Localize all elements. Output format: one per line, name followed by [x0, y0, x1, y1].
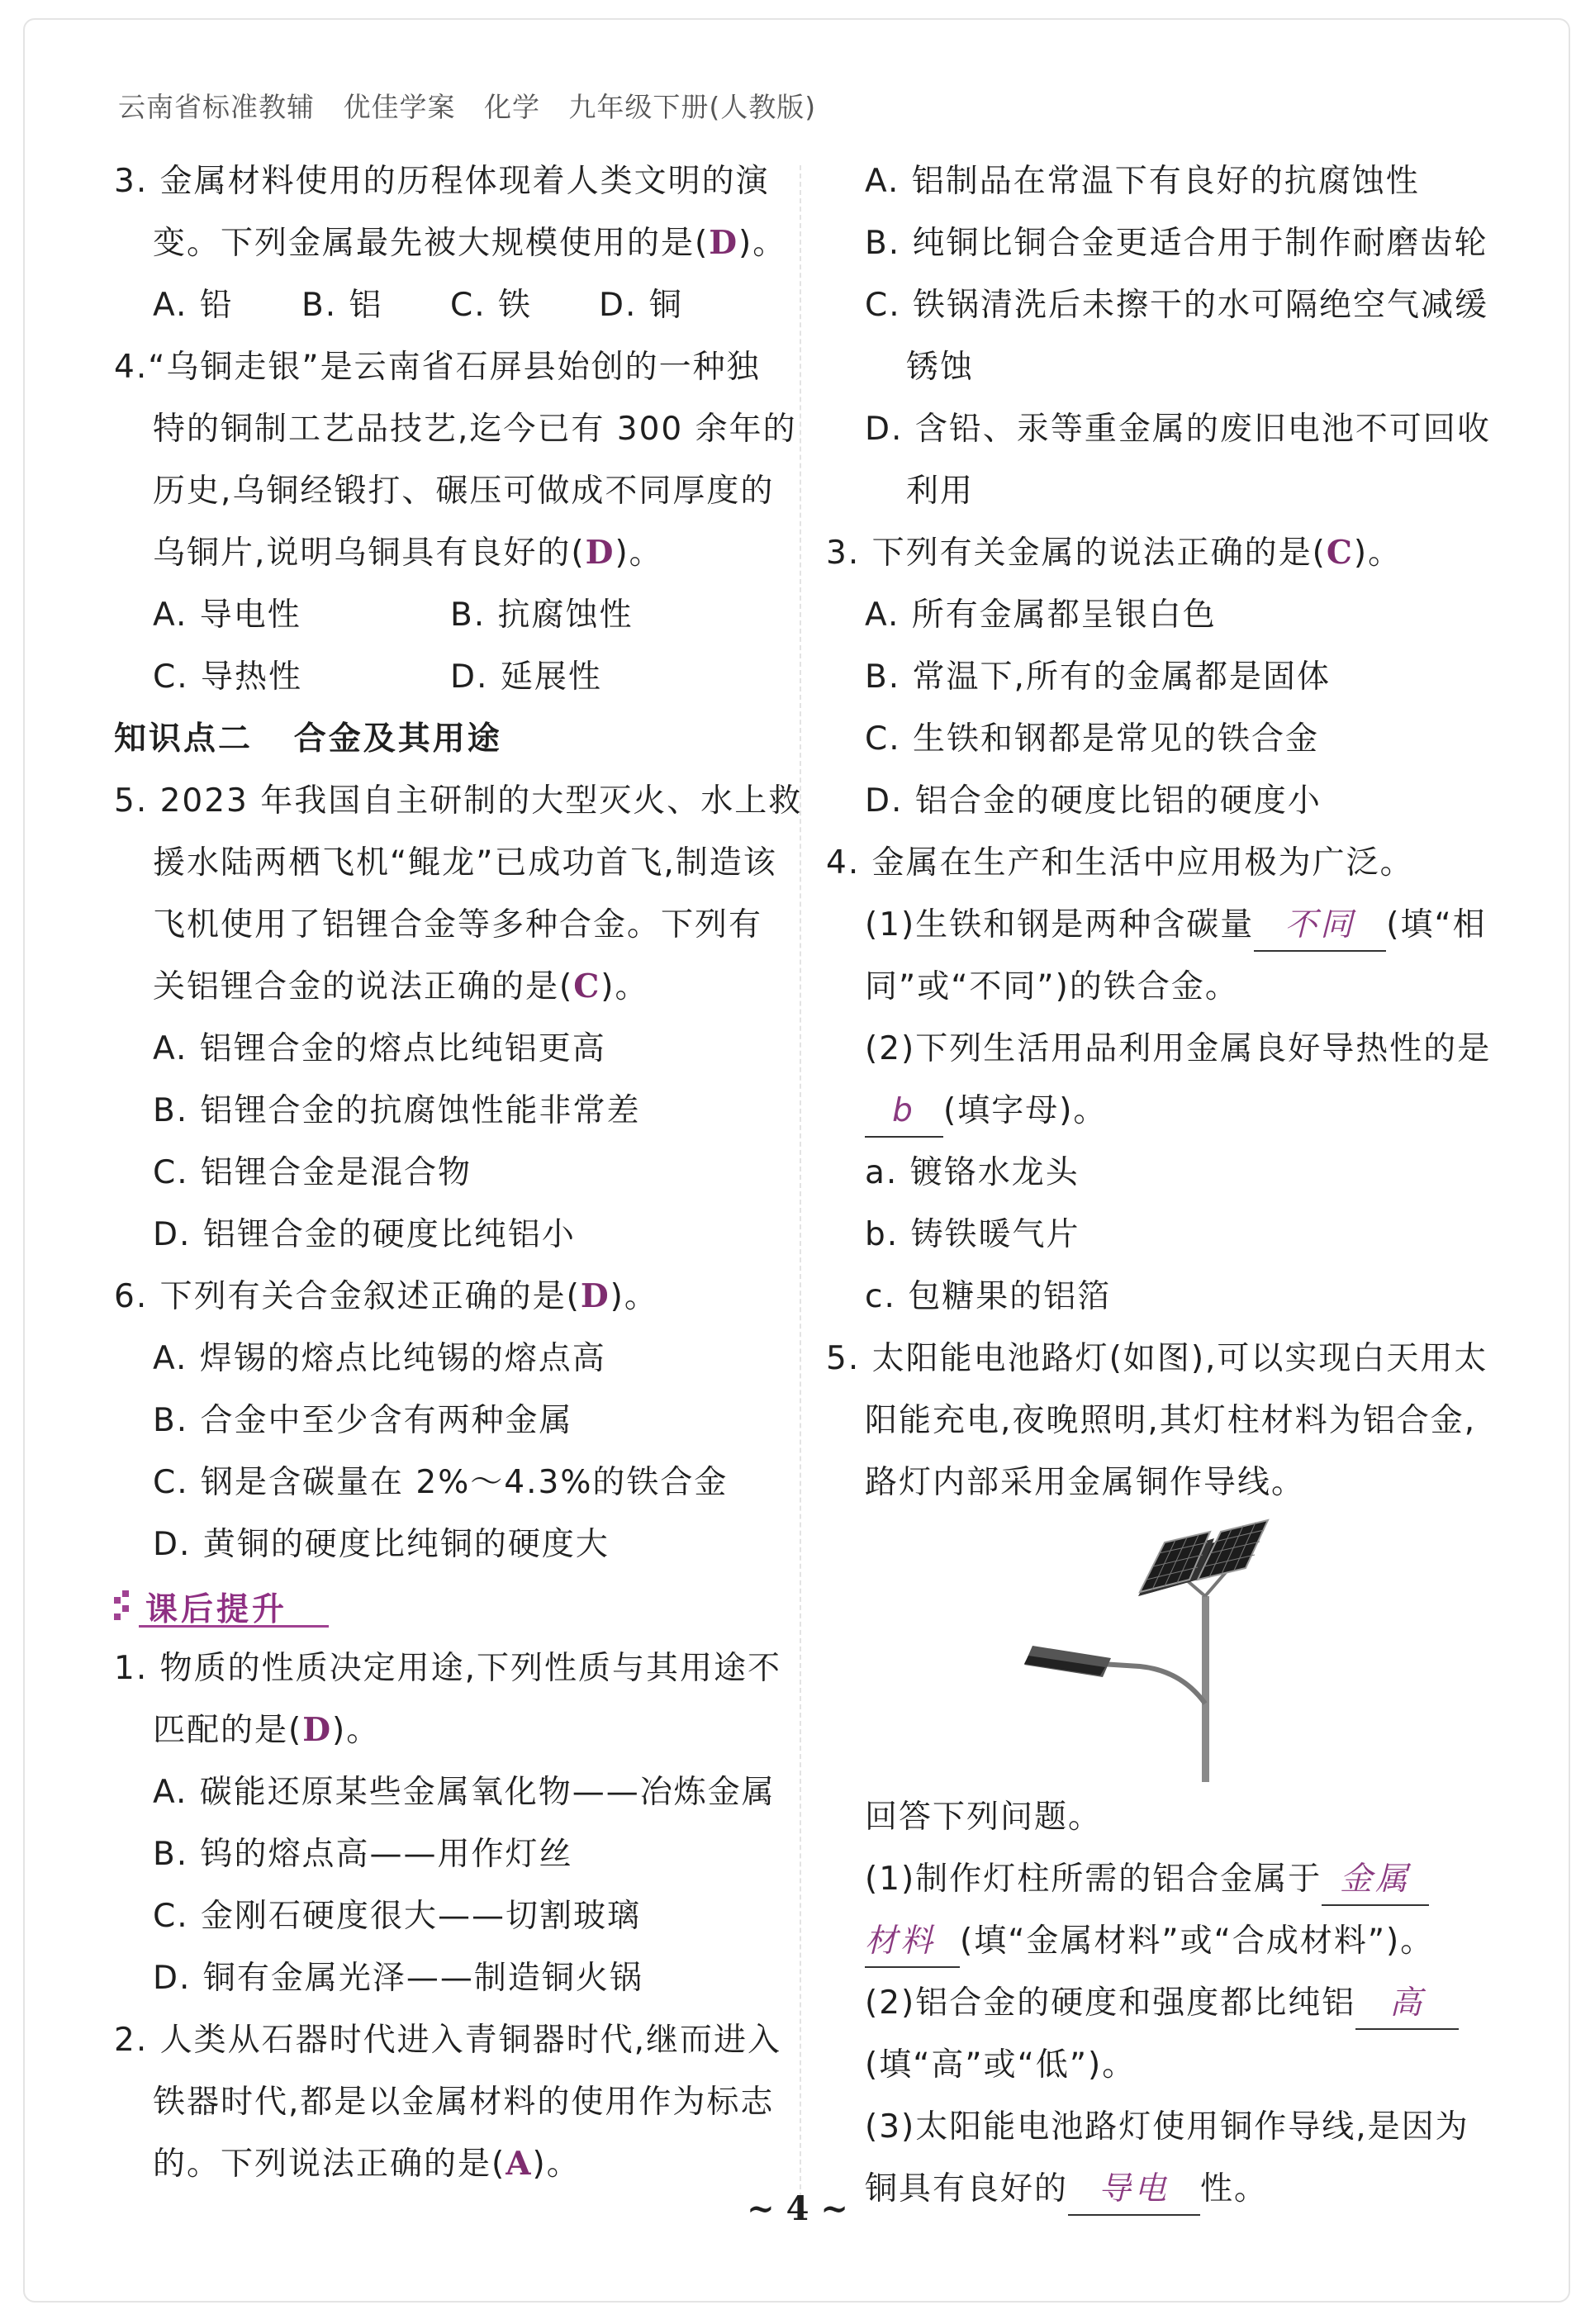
option: B. 常温下,所有的金属都是固体 [865, 658, 1331, 696]
page-number: ~ 4 ~ [747, 2189, 848, 2228]
option: B. 纯铜比铜合金更适合用于制作耐磨齿轮 [865, 225, 1488, 262]
option: C. 生铁和钢都是常见的铁合金 [865, 720, 1320, 758]
option: D. 延展性 [450, 658, 602, 696]
p4-sub2: (2)下列生活用品利用金属良好导热性的是 [865, 1030, 1492, 1067]
q4-line: 历史,乌铜经锻打、碾压可做成不同厚度的 [153, 473, 775, 510]
answer-mark: D [709, 224, 739, 262]
column-divider [800, 165, 801, 2206]
option: D. 铜有金属光泽——制造铜火锅 [153, 1960, 643, 1997]
p2-line: 铁器时代,都是以金属材料的使用作为标志 [153, 2084, 775, 2121]
answer-mark: D [302, 1711, 333, 1749]
answer-blank: 高 [1355, 1979, 1459, 2030]
p5-sub3-cont: 铜具有良好的 导电 性。 [826, 2158, 1495, 2220]
option: D. 黄铜的硬度比纯铜的硬度大 [153, 1526, 610, 1563]
p4-sub1: (1)生铁和钢是两种含碳量 不同 (填“相 [826, 894, 1495, 956]
q4-stem: 乌铜片,说明乌铜具有良好的(D)。 [153, 534, 663, 572]
p2-stem: 的。下列说法正确的是(A)。 [153, 2145, 581, 2183]
section-tag: 课后提升 [114, 1575, 775, 1637]
p5-ask: 回答下列问题。 [865, 1799, 1103, 1836]
answer-blank: b [865, 1086, 943, 1138]
option: A. 铝锂合金的熔点比纯铝更高 [153, 1030, 606, 1067]
option: B. 铝锂合金的抗腐蚀性能非常差 [153, 1092, 641, 1129]
option: A. 铅 [153, 287, 234, 324]
p4-sub2-cont: b (填字母)。 [826, 1080, 1495, 1142]
q6-stem: 6. 下列有关合金叙述正确的是(D)。 [114, 1277, 658, 1315]
p4-sub1-cont: 同”或“不同”)的铁合金。 [865, 968, 1239, 1005]
p1-stem: 匹配的是(D)。 [153, 1711, 381, 1749]
page-header: 云南省标准教辅 优佳学案 化学 九年级下册(人教版) [118, 91, 817, 123]
list-item: a. 镀铬水龙头 [865, 1154, 1080, 1191]
option: C. 铁锅清洗后未擦干的水可隔绝空气减缓 [865, 287, 1489, 324]
option: D. 含铅、汞等重金属的废旧电池不可回收 [865, 411, 1491, 448]
q4-options [114, 584, 775, 646]
p5-line: 路灯内部采用金属铜作导线。 [865, 1464, 1306, 1501]
option: A. 导电性 [153, 596, 301, 634]
option: C. 铝锂合金是混合物 [153, 1154, 472, 1191]
left-column [114, 150, 803, 2195]
p5-line: 阳能充电,夜晚照明,其灯柱材料为铝合金, [865, 1402, 1477, 1439]
option: D. 铝锂合金的硬度比纯铝小 [153, 1216, 576, 1253]
answer-blank: 金属 [1322, 1855, 1429, 1906]
right-column [826, 150, 1495, 2220]
q5-line: 援水陆两栖飞机“鲲龙”已成功首飞,制造该 [153, 844, 777, 882]
dots-icon [114, 1590, 137, 1623]
q3-options [114, 274, 775, 336]
option: D. 铜 [599, 287, 683, 324]
q4-line: 特的铜制工艺品技艺,迄今已有 300 余年的 [153, 411, 797, 448]
option: C. 导热性 [153, 658, 303, 696]
p5-sub3: (3)太阳能电池路灯使用铜作导线,是因为 [865, 2108, 1469, 2146]
p5-sub1: (1)制作灯柱所需的铝合金属于 金属 [826, 1848, 1495, 1910]
answer-mark: D [580, 1277, 610, 1315]
p2-line: 2. 人类从石器时代进入青铜器时代,继而进入 [114, 2022, 782, 2059]
option: C. 铁 [450, 287, 533, 324]
option: B. 合金中至少含有两种金属 [153, 1402, 573, 1439]
q4-line: 4.“乌铜走银”是云南省石屏县始创的一种独 [114, 349, 761, 386]
answer-blank: 不同 [1254, 901, 1386, 952]
q5-line: 5. 2023 年我国自主研制的大型灭火、水上救 [114, 782, 803, 820]
answer-blank: 材料 [865, 1917, 960, 1968]
list-item: b. 铸铁暖气片 [865, 1216, 1080, 1253]
q5-stem: 关铝锂合金的说法正确的是(C)。 [153, 967, 649, 1005]
section-title: 知识点二 合金及其用途 [114, 720, 502, 758]
p4-line: 4. 金属在生产和生活中应用极为广泛。 [826, 844, 1414, 882]
q3-line: 3. 金属材料使用的历程体现着人类文明的演 [114, 163, 770, 200]
p5-sub2: (2)铝合金的硬度和强度都比纯铝 高 [826, 1972, 1495, 2034]
option: B. 钨的熔点高——用作灯丝 [153, 1836, 573, 1873]
option: C. 金刚石硬度很大——切割玻璃 [153, 1898, 642, 1935]
solar-street-light-figure [826, 1514, 1495, 1786]
p5-line: 5. 太阳能电池路灯(如图),可以实现白天用太 [826, 1340, 1488, 1377]
option: B. 铝 [301, 287, 383, 324]
option: D. 铝合金的硬度比铝的硬度小 [865, 782, 1322, 820]
option-continued: 锈蚀 [906, 349, 975, 386]
p1-line: 1. 物质的性质决定用途,下列性质与其用途不 [114, 1650, 782, 1687]
option: A. 碳能还原某些金属氧化物——冶炼金属 [153, 1774, 776, 1811]
solar-street-light-icon [826, 1514, 1495, 1786]
option: A. 焊锡的熔点比纯锡的熔点高 [153, 1340, 606, 1377]
q5-line: 飞机使用了铝锂合金等多种合金。下列有 [153, 906, 763, 943]
q4-options [114, 646, 775, 708]
answer-mark: D [585, 534, 615, 572]
answer-mark: C [1326, 534, 1354, 572]
option: A. 铝制品在常温下有良好的抗腐蚀性 [865, 163, 1420, 200]
option: C. 钢是含碳量在 2%～4.3%的铁合金 [153, 1464, 729, 1501]
p5-sub2-cont: (填“高”或“低”)。 [865, 2046, 1137, 2084]
option: A. 所有金属都呈银白色 [865, 596, 1217, 634]
q3-stem: 变。下列金属最先被大规模使用的是(D)。 [153, 224, 787, 262]
p5-sub1-cont: 材料 (填“金属材料”或“合成材料”)。 [826, 1910, 1495, 1972]
option-continued: 利用 [906, 473, 975, 510]
list-item: c. 包糖果的铝箔 [865, 1278, 1112, 1315]
option: B. 抗腐蚀性 [450, 596, 634, 634]
p3-stem: 3. 下列有关金属的说法正确的是(C)。 [826, 534, 1403, 572]
answer-blank: 导电 [1068, 2165, 1200, 2216]
answer-mark: A [506, 2145, 533, 2183]
answer-mark: C [573, 967, 601, 1005]
